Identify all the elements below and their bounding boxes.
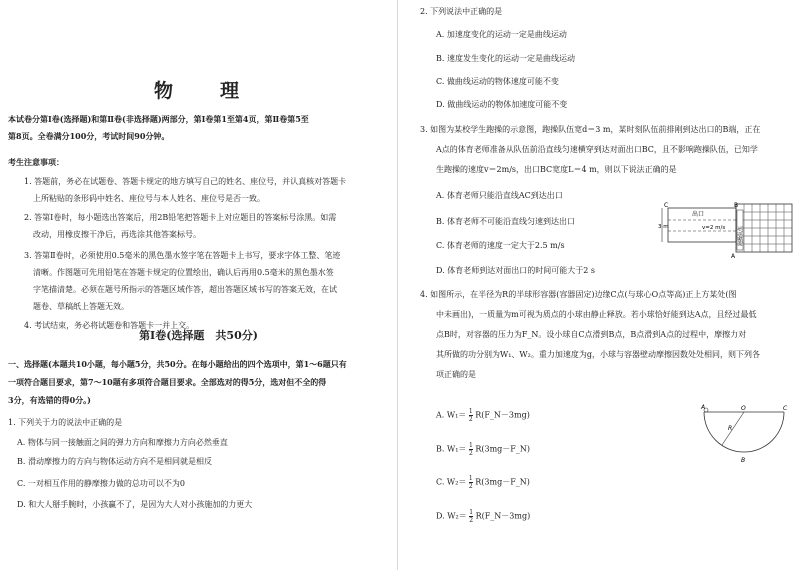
q2-option-b: B. 速度发生变化的运动一定是曲线运动: [436, 54, 575, 63]
q4-stem-line: 其所做的功分别为W₁、W₂。重力加速度为g，小球与容器壁动摩擦因数处处相同，则下列各: [436, 350, 760, 359]
q1-option-b: B. 滑动摩擦力的方向与物体运动方向不是相同就是相反: [17, 457, 212, 466]
note-line: 3. 答第Ⅱ卷时，必须使用0.5毫米的黑色墨水签字笔在答题卡上书写，要求字体工整、笔迹: [24, 251, 341, 260]
section-instr-3: 3分，有选错的得0分。): [8, 395, 91, 405]
q3-figure: [658, 198, 794, 260]
option-suffix: R(3mg－F_N): [475, 477, 530, 487]
note-line: 改动，用橡皮擦干净后，再选涂其他答案标号。: [33, 230, 201, 239]
q2-option-c: C. 做曲线运动的物体速度可能不变: [436, 77, 559, 86]
note-line: 4. 考试结束，务必将试题卷和答题卡一并上交。: [24, 321, 195, 330]
section-instr-2: 一项符合题目要求，第7～10题有多项符合题目要求。全部选对的得5分，选对但不全的得: [8, 377, 327, 387]
fraction: [469, 509, 473, 524]
fraction: [469, 475, 473, 490]
fraction-den: 2: [468, 450, 473, 457]
note-line: 1. 答题前，务必在试题卷、答题卡规定的地方填写自己的姓名、座位号，并认真核对答题卡: [24, 177, 347, 186]
option-prefix: B. W₁＝: [436, 444, 467, 454]
fraction: [469, 442, 473, 457]
q1-option-d: D. 和大人掰手腕时，小孩赢不了，是因为大人对小孩施加的力更大: [17, 500, 253, 509]
q4-label-c: C: [783, 405, 788, 412]
q4-stem-line: 项正确的是: [436, 370, 476, 379]
fraction-den: 2: [469, 517, 474, 524]
page-divider: [397, 0, 398, 570]
page-title: 物 理: [153, 80, 253, 102]
note-line: 上所粘贴的条形码中姓名、座位号与本人姓名、座位号是否一致。: [33, 194, 265, 203]
q1-option-a: A. 物体与同一接触面之间的弹力方向和摩擦力方向必然垂直: [17, 438, 228, 447]
q2-option-a: A. 加速度变化的运动一定是曲线运动: [436, 30, 567, 39]
q4-label-a: A: [701, 404, 706, 411]
option-suffix: R(F_N－3mg): [475, 511, 531, 521]
option-suffix: R(3mg－F_N): [475, 444, 530, 454]
q3-label-velocity: v=2 m/s: [702, 225, 726, 231]
option-prefix: A. W₁＝: [436, 410, 467, 420]
note-line: 字笔描清楚。必须在题号所指示的答题区域作答，超出答题区域书写的答案无效，在试: [33, 285, 337, 294]
section-instr-1: 一、选择题(本题共10小题，每小题5分，共50分。在每小题给出的四个选项中，第1～6题只有: [8, 359, 347, 369]
fraction-den: 2: [468, 416, 473, 423]
fraction-num: 1: [468, 408, 473, 415]
q3-option-d: D. 体育老师到达对面出口的时间可能大于2 s: [436, 266, 595, 275]
intro-line-2: 第8页。全卷满分100分，考试时间90分钟。: [8, 131, 170, 141]
q4-label-b: B: [741, 457, 746, 464]
q3-option-a: A. 体育老师只能沿直线AC到达出口: [436, 191, 563, 200]
q4-option-a: [436, 408, 530, 423]
q3-label-team: 跑操队伍: [738, 225, 744, 246]
q4-stem-line: 点B时，对容器的压力为F_N。设小球自C点滑到B点，B点滑到A点的过程中，摩擦力对: [436, 330, 747, 339]
note-line: 2. 答第Ⅰ卷时，每小题选出答案后，用2B铅笔把答题卡上对应题目的答案标号涂黑。如需: [24, 213, 337, 222]
q1-stem: 1. 下列关于力的说法中正确的是: [8, 418, 123, 427]
notes-heading: 考生注意事项：: [8, 157, 64, 167]
q3-label-width: 3 m: [658, 224, 669, 230]
option-prefix: C. W₂＝: [436, 477, 467, 487]
q3-label-c: C: [664, 202, 669, 209]
q4-figure: [696, 400, 792, 470]
q4-option-c: [436, 475, 530, 490]
q3-option-b: B. 体育老师不可能沿直线匀速到达出口: [436, 217, 575, 226]
q4-label-o: O: [741, 405, 746, 412]
q3-label-a: A: [731, 253, 736, 260]
q3-label-b: B: [734, 202, 739, 209]
q4-label-r: R: [728, 425, 733, 432]
fraction-den: 2: [468, 483, 473, 490]
fraction: [469, 408, 473, 423]
option-prefix: D. W₂＝: [436, 511, 467, 521]
q3-option-c: C. 体育老师的速度一定大于2.5 m/s: [436, 241, 565, 250]
note-line: 清晰。作图题可先用铅笔在答题卡规定的位置绘出，确认后再用0.5毫米的黑色墨水签: [33, 268, 334, 277]
fraction-num: 1: [468, 442, 473, 449]
section-title: 第Ⅰ卷(选择题 共50分): [139, 329, 258, 342]
note-line: 题卷、草稿纸上答题无效。: [33, 302, 129, 311]
q4-option-d: [436, 509, 530, 524]
q3-label-exit: 出口: [692, 211, 705, 218]
option-suffix: R(F_N－3mg): [475, 410, 530, 420]
q3-stem-line: A点的体育老师准备从队伍前沿直线匀速横穿到达对面出口BC，且不影响跑操队伍，已知学: [436, 145, 758, 154]
fraction-num: 1: [469, 509, 474, 516]
q3-stem-line: 3. 如图为某校学生跑操的示意图，跑操队伍宽d＝3 m，某时刻队伍前排刚到达出口的B端，正在: [420, 125, 761, 134]
q2-stem: 2. 下列说法中正确的是: [420, 7, 503, 16]
fraction-num: 1: [468, 475, 473, 482]
q4-option-b: [436, 442, 530, 457]
q2-option-d: D. 做曲线运动的物体加速度可能不变: [436, 100, 568, 109]
q4-stem-line: 4. 如图所示，在半径为R的半球形容器(容器固定)边缘C点(与球心O点等高)正上方某处(图: [420, 290, 737, 299]
intro-line-1: 本试卷分第Ⅰ卷(选择题)和第Ⅱ卷(非选择题)两部分，第Ⅰ卷第1至第4页，第Ⅱ卷第5至: [8, 114, 309, 124]
q3-stem-line: 生跑操的速度v＝2m/s，出口BC宽度L＝4 m，则以下说法正确的是: [436, 165, 677, 174]
q1-option-c: C. 一对相互作用的静摩擦力做的总功可以不为0: [17, 479, 186, 488]
q4-stem-line: 中未画出)，一质量为m可视为质点的小球由静止释放。若小球恰好能到达A点，且经过最低: [436, 310, 757, 319]
